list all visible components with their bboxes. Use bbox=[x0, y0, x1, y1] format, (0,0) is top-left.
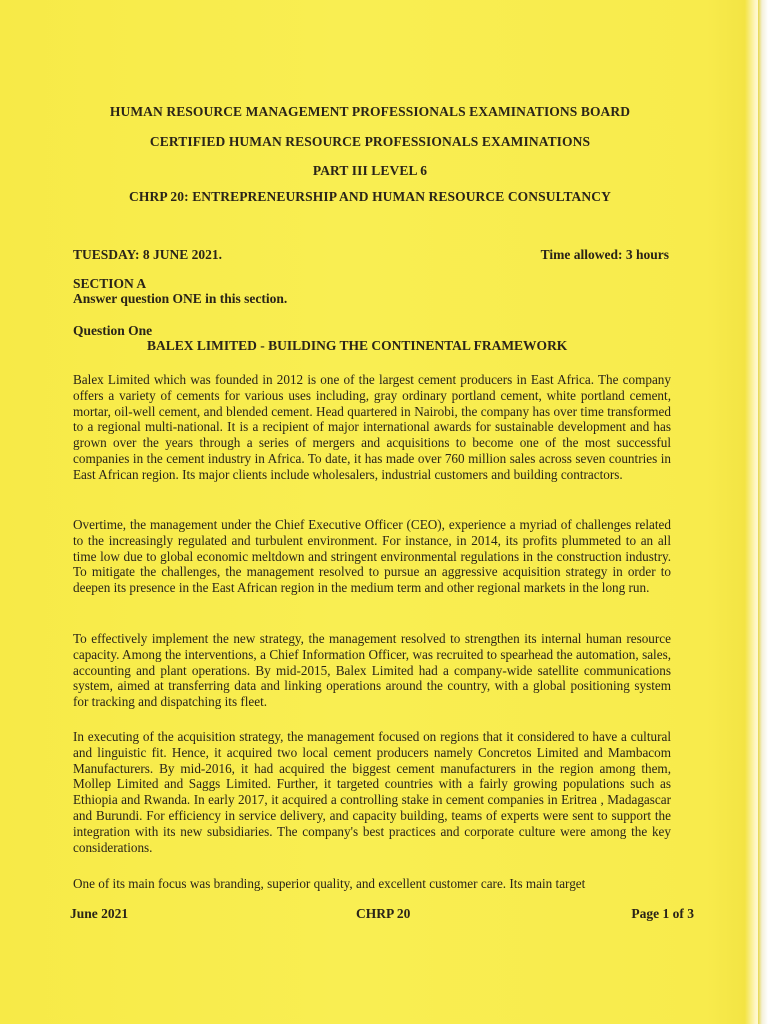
section-instruction: Answer question ONE in this section. bbox=[73, 291, 288, 306]
section-title: SECTION A bbox=[73, 276, 147, 291]
board-heading: HUMAN RESOURCE MANAGEMENT PROFESSIONALS EXAMINATIONS BOARD bbox=[109, 104, 631, 119]
paragraph-2: Overtime, the management under the Chief Executive Officer (CEO), experience a myriad of challenges related to the increasingly regulated and turbulent environment. For instance, in 2014, its profits plummeted to an all time low due to global economic meltdown and stringent environmental regulations in the construction industry. To mitigate the challenges, the management resolved to pursue an aggressive acquisition strategy in order to deepen its presence in the East African region in the medium term and other regional markets in the long run. bbox=[73, 517, 671, 596]
paragraph-4: In executing of the acquisition strategy, the management focused on regions that it considered to have a cultural and linguistic fit. Hence, it acquired two local cement producers namely Concretos Limited and Mambacom Manufacturers. By mid-2016, it had acquired the biggest cement manufacturers in the region among them, Mollep Limited and Saggs Limited. Further, it targeted countries with a fairly growing populations such as Ethiopia and Rwanda. In early 2017, it acquired a controlling stake in cement companies in Eritrea , Madagascar and Burundi. For efficiency in service delivery, and capacity building, teams of experts were sent to support the integration with its new subsidiaries. The company's best practices and corporate culture were among the key considerations. bbox=[73, 729, 671, 855]
paragraph-1: Balex Limited which was founded in 2012 is one of the largest cement producers in East Africa. The company offers a variety of cements for various uses including, gray ordinary portland cement, white portland cement, mortar, oil-well cement, and blended cement. Head quartered in Nairobi, the company has over time transformed to a regional multi-national. It is a recipient of major international awards for sustainable development and has grown over the years through a series of mergers and acquisitions to become one of the most successful companies in the cement industry in Africa. To date, it has made over 760 million sales across seven countries in East African region. Its major clients include wholesalers, industrial customers and building contractors. bbox=[73, 372, 671, 482]
paper-edge bbox=[758, 0, 768, 1024]
paragraph-5: One of its main focus was branding, superior quality, and excellent customer care. Its main target bbox=[73, 876, 586, 891]
exam-heading: CERTIFIED HUMAN RESOURCE PROFESSIONALS EXAMINATIONS bbox=[149, 134, 591, 149]
footer-page-number: Page 1 of 3 bbox=[631, 906, 694, 921]
paper-heading: CHRP 20: ENTREPRENEURSHIP AND HUMAN RESOURCE CONSULTANCY bbox=[129, 189, 611, 204]
question-label: Question One bbox=[73, 323, 153, 338]
level-heading: PART III LEVEL 6 bbox=[312, 163, 428, 178]
case-title: BALEX LIMITED - BUILDING THE CONTINENTAL FRAMEWORK bbox=[147, 338, 568, 353]
footer-paper-code: CHRP 20 bbox=[356, 906, 411, 921]
paragraph-3: To effectively implement the new strategy, the management resolved to strengthen its internal human resource capacity. Among the interventions, a Chief Information Officer, was recruited to spearhead the automation, sales, accounting and plant operations. By mid-2015, Balex Limited had a company-wide satellite communications system, aimed at transferring data and linking operations around the country, with a global positioning system for tracking and dispatching its fleet. bbox=[73, 631, 671, 710]
exam-date: TUESDAY: 8 JUNE 2021. bbox=[73, 247, 223, 262]
footer-date: June 2021 bbox=[70, 906, 129, 921]
time-allowed: Time allowed: 3 hours bbox=[540, 247, 669, 262]
